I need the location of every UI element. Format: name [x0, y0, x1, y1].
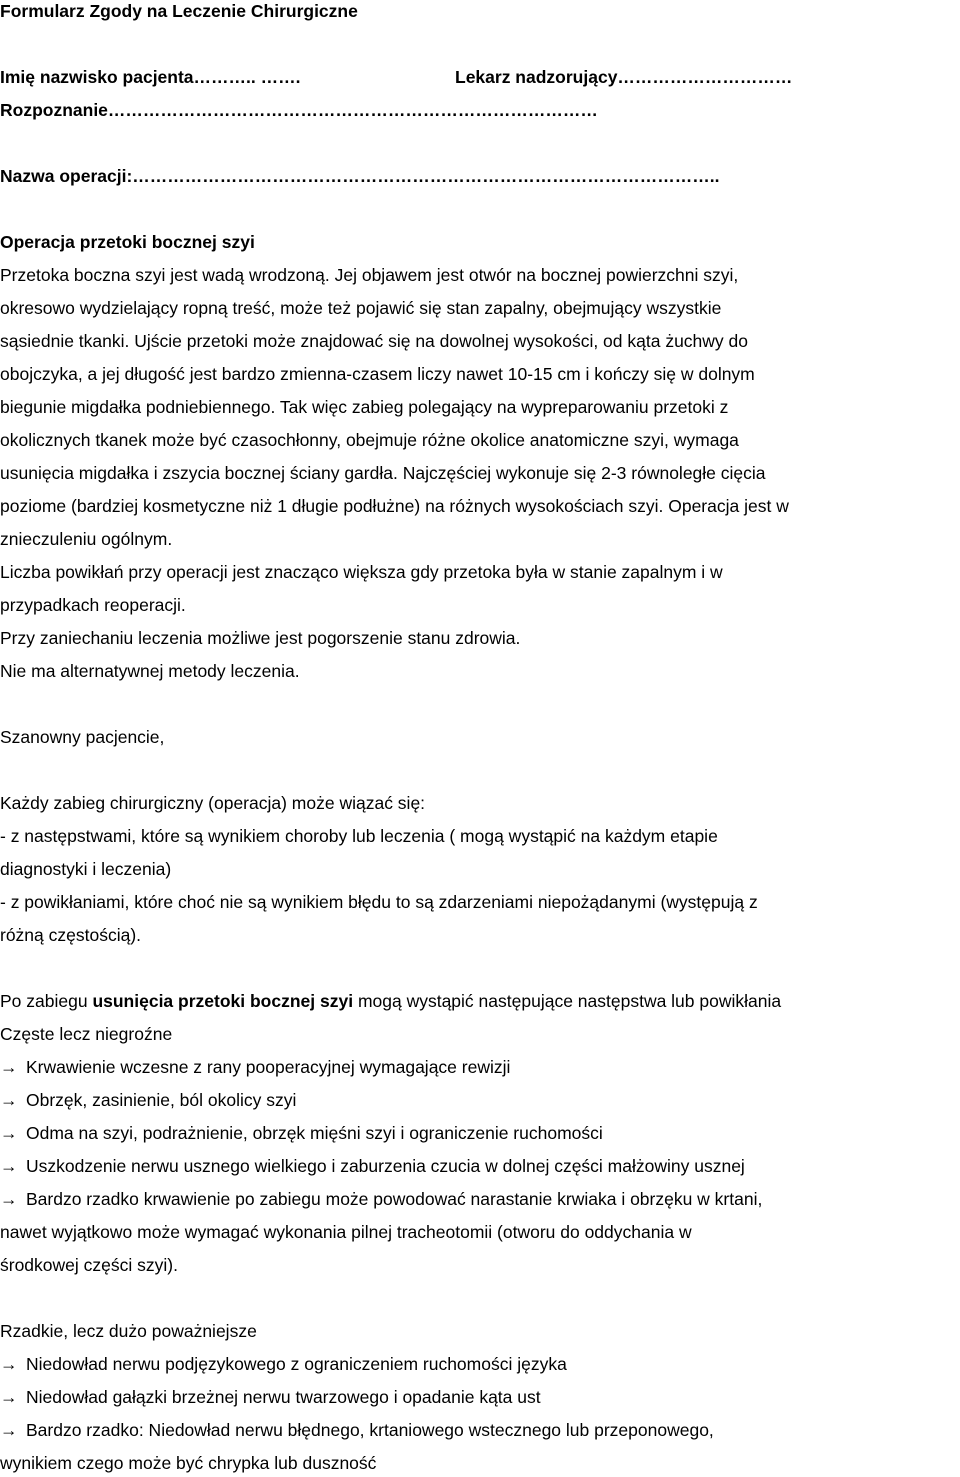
description-line: obojczyka, a jej długość jest bardzo zmienna-czasem liczy nawet 10-15 cm i kończy się w dolnym — [0, 364, 755, 384]
description-line: usunięcia migdałka i zszycia bocznej ściany gardła. Najczęściej wykonuje się 2-3 równoległe cięcia — [0, 463, 766, 483]
description-line: znieczuleniu ogólnym. — [0, 529, 173, 549]
arrow-icon: → — [0, 1387, 18, 1407]
list-item — [0, 1419, 714, 1441]
rare-complications-heading: Rzadkie, lecz dużo poważniejsze — [0, 1321, 257, 1341]
description-line: Nie ma alternatywnej metody leczenia. — [0, 661, 300, 681]
common-complications-heading: Częste lecz niegroźne — [0, 1024, 173, 1044]
risks-intro-line: - z następstwami, które są wynikiem choroby lub leczenia ( mogą wystąpić na każdym etapie — [0, 826, 718, 846]
list-item-continuation: środkowej części szyi). — [0, 1255, 178, 1275]
list-item — [0, 1122, 603, 1144]
risks-intro-line: Każdy zabieg chirurgiczny (operacja) może wiązać się: — [0, 793, 426, 813]
list-item — [0, 1386, 541, 1408]
description-line: poziome (bardziej kosmetyczne niż 1 długie podłużne) na różnych wysokościach szyi. Operacja jest w — [0, 496, 789, 516]
description-line: Liczba powikłań przy operacji jest znacząco większa gdy przetoka była w stanie zapalnym i w — [0, 562, 723, 582]
list-item-text: Niedowład gałązki brzeżnej nerwu twarzowego i opadanie kąta ust — [26, 1387, 541, 1407]
risks-intro-line: diagnostyki i leczenia) — [0, 859, 172, 879]
list-item-continuation: nawet wyjątkowo może wymagać wykonania pilnej tracheotomii (otworu do oddychania w — [0, 1222, 692, 1242]
risks-intro-line: - z powikłaniami, które choć nie są wynikiem błędu to są zdarzeniami niepożądanymi (występują z — [0, 892, 758, 912]
form-title: Formularz Zgody na Leczenie Chirurgiczne — [0, 1, 358, 21]
arrow-icon: → — [0, 1354, 18, 1374]
after-procedure-intro — [0, 990, 781, 1012]
arrow-icon: → — [0, 1090, 18, 1110]
description-line: przypadkach reoperacji. — [0, 595, 186, 615]
procedure-name: usunięcia przetoki bocznej szyi — [92, 991, 354, 1011]
risks-intro-line: różną częstością). — [0, 925, 142, 945]
list-item-continuation: wynikiem czego może być chrypka lub duszność — [0, 1453, 377, 1473]
list-item — [0, 1353, 567, 1375]
arrow-icon: → — [0, 1420, 18, 1440]
description-line: okolicznych tkanek może być czasochłonny, obejmuje różne okolice anatomiczne szyi, wymaga — [0, 430, 739, 450]
list-item-text: Niedowład nerwu podjęzykowego z ograniczeniem ruchomości języka — [26, 1354, 567, 1374]
list-item — [0, 1056, 510, 1078]
list-item-text: Odma na szyi, podrażnienie, obrzęk mięśni szyi i ograniczenie ruchomości — [26, 1123, 603, 1143]
arrow-icon: → — [0, 1156, 18, 1176]
list-item-text: Bardzo rzadko krwawienie po zabiegu może powodować narastanie krwiaka i obrzęku w krtani, — [26, 1189, 763, 1209]
after-procedure-suffix: mogą wystąpić następujące następstwa lub powikłania — [353, 991, 782, 1011]
supervising-doctor-field: Lekarz nadzorujący………………………… — [455, 67, 793, 87]
description-line: Przy zaniechaniu leczenia możliwe jest pogorszenie stanu zdrowia. — [0, 628, 521, 648]
list-item — [0, 1188, 762, 1210]
description-line: sąsiednie tkanki. Ujście przetoki może znajdować się na dowolnej wysokości, od kąta żuchwy do — [0, 331, 749, 351]
arrow-icon: → — [0, 1123, 18, 1143]
list-item — [0, 1089, 296, 1111]
list-item-text: Bardzo rzadko: Niedowład nerwu błędnego, krtaniowego wstecznego lub przeponowego, — [26, 1420, 714, 1440]
operation-name-field: Nazwa operacji:……………………………………………………………………………………….. — [0, 166, 720, 186]
description-line: okresowo wydzielający ropną treść, może też pojawić się stan zapalny, obejmujący wszystkie — [0, 298, 722, 318]
list-item-text: Uszkodzenie nerwu usznego wielkiego i zaburzenia czucia w dolnej części małżowiny usznej — [26, 1156, 745, 1176]
diagnosis-field: Rozpoznanie………………………………………………………………………… — [0, 100, 598, 120]
patient-name-field: Imię nazwisko pacjenta……….. ……. — [0, 67, 301, 87]
description-line: Przetoka boczna szyi jest wadą wrodzoną. Jej objawem jest otwór na bocznej powierzchni szyi, — [0, 265, 739, 285]
list-item — [0, 1155, 745, 1177]
list-item-text: Obrzęk, zasinienie, ból okolicy szyi — [26, 1090, 297, 1110]
after-procedure-prefix: Po zabiegu — [0, 991, 93, 1011]
arrow-icon: → — [0, 1057, 18, 1077]
operation-heading: Operacja przetoki bocznej szyi — [0, 232, 255, 252]
list-item-text: Krwawienie wczesne z rany pooperacyjnej wymagające rewizji — [26, 1057, 511, 1077]
header-row — [0, 66, 960, 88]
description-line: biegunie migdałka podniebiennego. Tak więc zabieg polegający na wypreparowaniu przetoki z — [0, 397, 729, 417]
arrow-icon: → — [0, 1189, 18, 1209]
greeting: Szanowny pacjencie, — [0, 727, 165, 747]
